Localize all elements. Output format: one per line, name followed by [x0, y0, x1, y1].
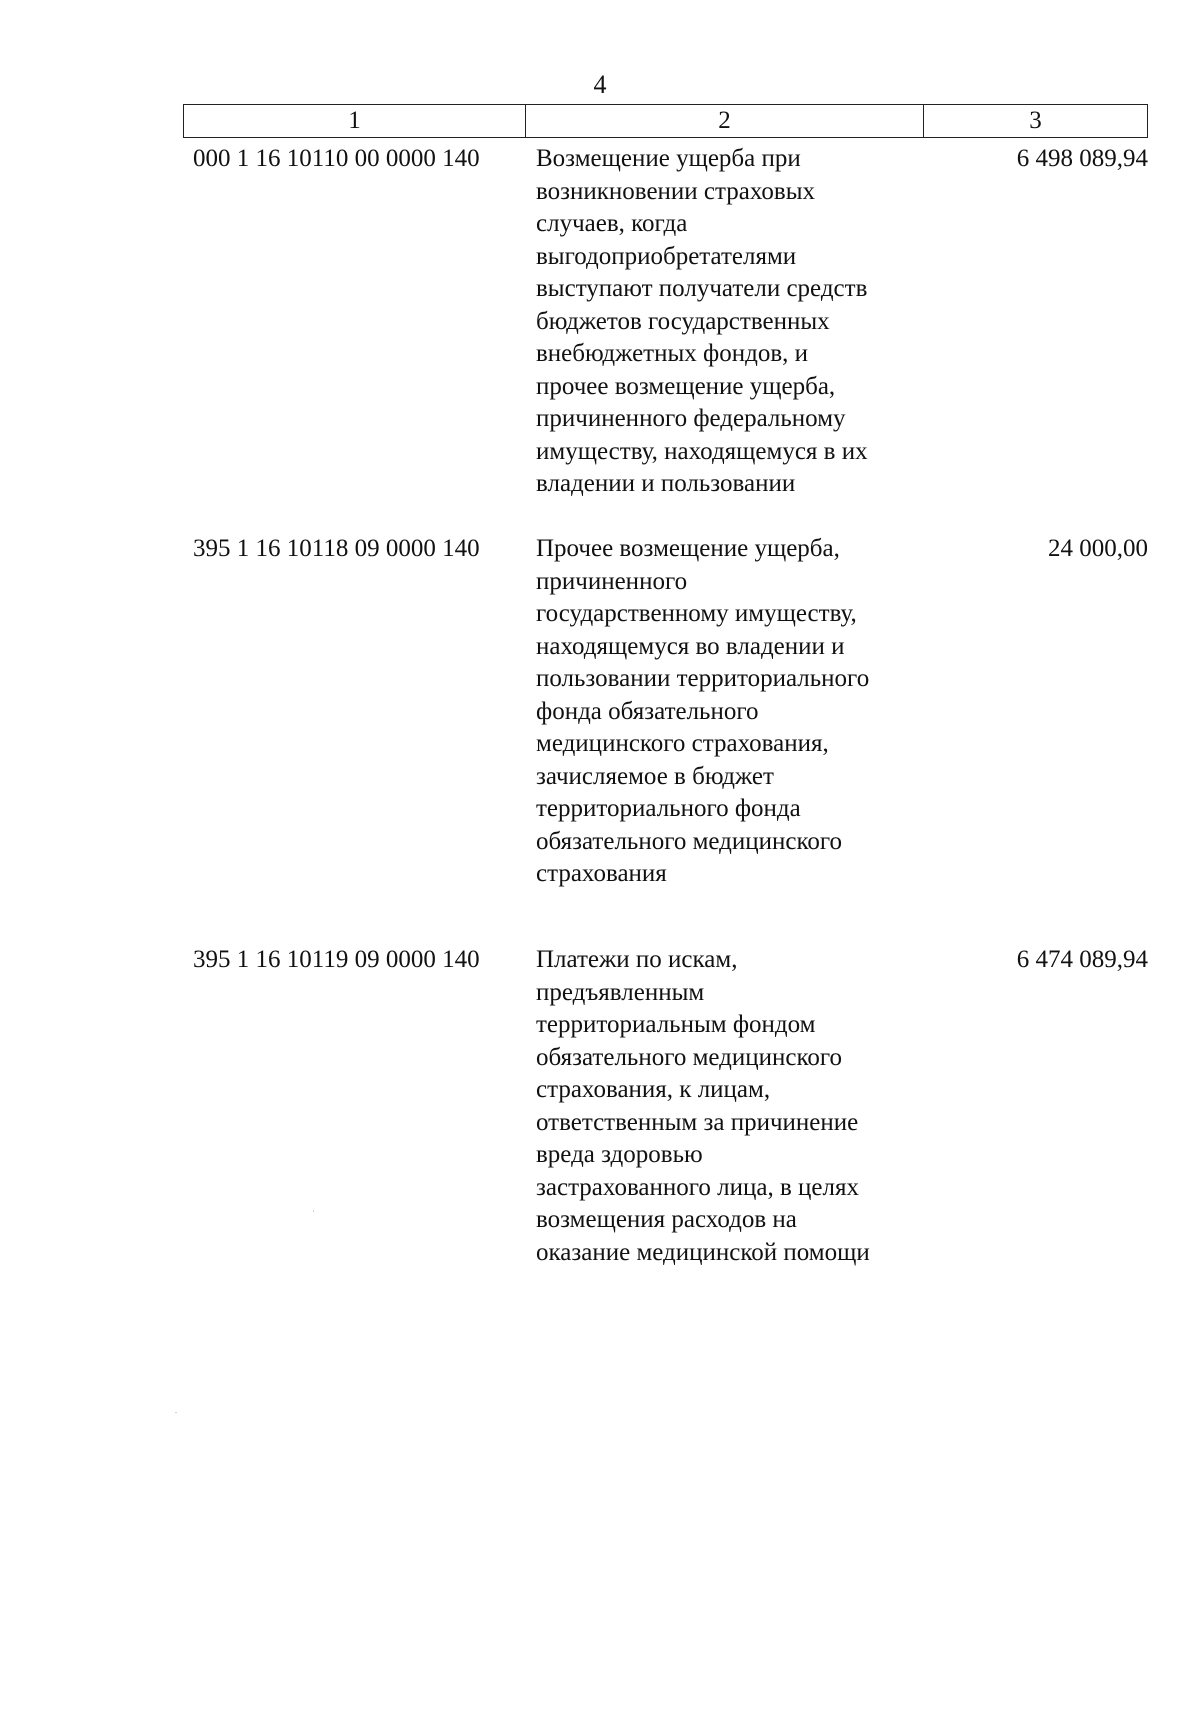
- column-header-2: 2: [526, 105, 924, 137]
- scan-speck: [313, 1210, 314, 1212]
- budget-code: 395 1 16 10119 09 0000 140: [193, 946, 480, 973]
- description-line: находящемуся во владении и: [536, 632, 845, 660]
- description-line: Прочее возмещение ущерба,: [536, 535, 840, 562]
- description-line: внебюджетных фондов, и: [536, 340, 808, 367]
- description-line: обязательного медицинского: [536, 827, 843, 855]
- description-line: имуществу, находящемуся в их: [536, 437, 868, 465]
- description-line: вреда здоровью: [536, 1141, 703, 1168]
- description-line: застрахованного лица, в целях: [536, 1173, 859, 1201]
- row-description: [536, 944, 926, 1269]
- column-header-3: 3: [1029, 107, 1042, 134]
- amount: 6 498 089,94: [1016, 145, 1148, 172]
- budget-code: 395 1 16 10118 09 0000 140: [193, 535, 480, 562]
- scan-speck: [175, 1412, 177, 1413]
- description-line: прочее возмещение ущерба,: [536, 372, 836, 400]
- description-line: фонда обязательного: [536, 697, 759, 725]
- description-line: предъявленным: [536, 978, 705, 1006]
- description-line: страхования, к лицам,: [536, 1076, 771, 1103]
- description-line: оказание медицинской помощи: [536, 1238, 870, 1266]
- description-line: ответственным за причинение: [536, 1108, 859, 1136]
- description-line: обязательного медицинского: [536, 1043, 843, 1071]
- description-line: причиненного: [536, 567, 688, 595]
- description-line: территориальным фондом: [536, 1011, 816, 1038]
- description-line: территориального фонда: [536, 795, 801, 822]
- description-line: медицинского страхования,: [536, 730, 829, 757]
- page-number: 4: [593, 70, 607, 99]
- amount: 24 000,00: [1048, 535, 1148, 562]
- description-line: государственному имуществу,: [536, 600, 857, 627]
- row-description: [536, 143, 926, 501]
- column-header-1: 1: [184, 105, 526, 137]
- description-line: зачисляемое в бюджет: [536, 762, 774, 790]
- description-line: Платежи по искам,: [536, 946, 738, 973]
- description-line: владении и пользовании: [536, 470, 796, 497]
- description-line: страхования: [536, 860, 667, 887]
- description-line: выгодоприобретателями: [536, 242, 797, 270]
- description-line: Возмещение ущерба при: [536, 145, 801, 172]
- budget-code: 000 1 16 10110 00 0000 140: [193, 145, 480, 172]
- description-line: причиненного федеральному: [536, 405, 846, 432]
- row-description: [536, 533, 926, 891]
- table-header-row: [183, 104, 1148, 138]
- amount: 6 474 089,94: [1016, 946, 1148, 973]
- description-line: возмещения расходов на: [536, 1206, 797, 1233]
- description-line: пользовании территориального: [536, 665, 870, 692]
- description-line: бюджетов государственных: [536, 307, 830, 335]
- description-line: случаев, когда: [536, 210, 688, 237]
- description-line: выступают получатели средств: [536, 275, 868, 302]
- description-line: возникновении страховых: [536, 177, 816, 205]
